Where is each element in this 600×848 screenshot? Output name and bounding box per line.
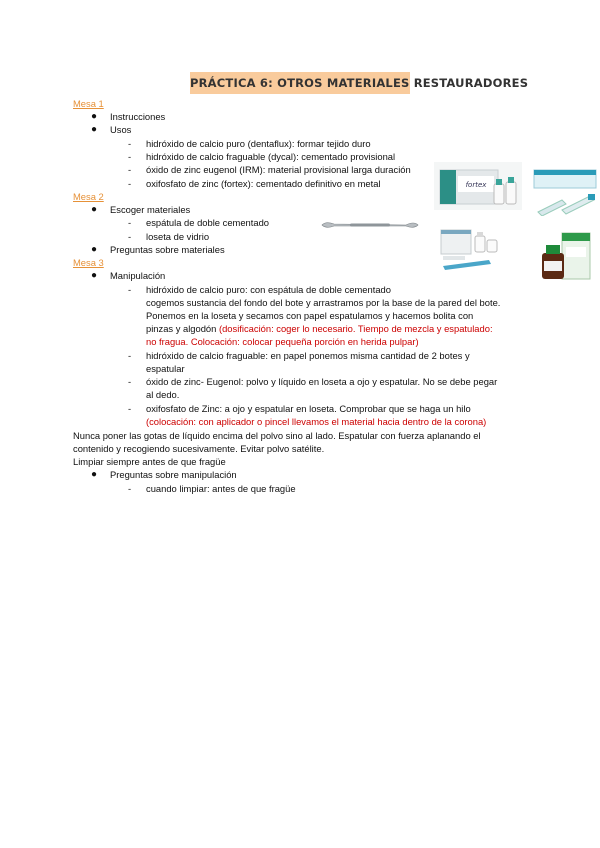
dash-icon: - — [128, 151, 132, 162]
list-item: Preguntas sobre manipulación — [110, 469, 237, 480]
list-item-text: pinzas y algodón — [146, 323, 219, 334]
bullet-icon: ● — [91, 111, 98, 122]
dash-icon: - — [128, 138, 132, 149]
list-item: oxifosfato de zinc (fortex): cementado definitivo en metal — [146, 178, 381, 189]
list-item: espátula de doble cementado — [146, 217, 270, 228]
green-product-image — [538, 231, 594, 281]
dash-icon: - — [128, 217, 132, 228]
list-item: óxido de zinc- Eugenol: polvo y líquido en loseta a ojo y espatular. No se debe pegar — [146, 376, 498, 387]
list-item: cogemos sustancia del fondo del bote y arrastramos por la base de la pared del bote. — [146, 297, 501, 308]
dash-icon: - — [128, 164, 132, 175]
dash-icon: - — [128, 376, 132, 387]
list-item: hidróxido de calcio puro (dentaflux): formar tejido duro — [146, 138, 371, 149]
red-note: no fragua. Colocación: colocar pequeña porción en herida pulpar) — [146, 336, 419, 347]
dash-icon: - — [128, 483, 132, 494]
list-item: Usos — [110, 124, 132, 135]
cement-kit-image — [437, 224, 503, 274]
dash-icon: - — [128, 284, 132, 295]
list-item: Escoger materiales — [110, 204, 191, 215]
tubes-product-image — [532, 166, 598, 216]
list-item: oxifosfato de Zinc: a ojo y espatular en loseta. Comprobar que se haga un hilo — [146, 403, 471, 414]
list-item: hidróxido de calcio fraguable: en papel ponemos misma cantidad de 2 botes y — [146, 350, 470, 361]
note-text: Nunca poner las gotas de líquido encima del polvo sino al lado. Espatular con fuerza aplanando el — [73, 430, 481, 441]
red-note: (dosificación: coger lo necesario. Tiempo de mezcla y espatulado: — [218, 323, 493, 334]
red-note: (colocación: con aplicador o pincel llevamos el material hacia dentro de la corona) — [146, 416, 487, 427]
note-text: contenido y recogiendo sucesivamente. Evitar polvo satélite. — [73, 443, 325, 454]
list-item: espatular — [146, 363, 185, 374]
bullet-icon: ● — [91, 244, 98, 255]
page-title: PRÁCTICA 6: OTROS MATERIALES RESTAURADORES — [190, 72, 410, 94]
bullet-icon: ● — [91, 204, 98, 215]
fortex-label: fortex — [465, 181, 487, 189]
note-text: Limpiar siempre antes de que fragüe — [73, 456, 226, 467]
list-item: hidróxido de calcio fraguable (dycal): cementado provisional — [146, 151, 396, 162]
list-item: Preguntas sobre materiales — [110, 244, 225, 255]
list-item: óxido de zinc eugenol (IRM): material provisional larga duración — [146, 164, 411, 175]
fortex-product-image — [434, 162, 522, 210]
dash-icon: - — [128, 350, 132, 361]
list-item: loseta de vidrio — [146, 231, 210, 242]
dash-icon: - — [128, 178, 132, 189]
mesa-1-heading[interactable]: Mesa 1 — [73, 98, 104, 109]
bullet-icon: ● — [91, 469, 98, 480]
mesa-3-heading[interactable]: Mesa 3 — [73, 257, 104, 268]
bullet-icon: ● — [91, 270, 98, 281]
mesa-2-heading[interactable]: Mesa 2 — [73, 191, 104, 202]
dash-icon: - — [128, 231, 132, 242]
list-item: Instrucciones — [110, 111, 166, 122]
list-item: Manipulación — [110, 270, 166, 281]
list-item: cuando limpiar: antes de que fragüe — [146, 483, 296, 494]
dash-icon: - — [128, 403, 132, 414]
list-item: al dedo. — [146, 389, 180, 400]
list-item: hidróxido de calcio puro: con espátula de doble cementado — [146, 284, 391, 295]
list-item — [146, 322, 493, 335]
bullet-icon: ● — [91, 124, 98, 135]
spatula-image — [320, 218, 420, 232]
list-item: Ponemos en la loseta y secamos con papel espatulamos y hacemos bolita con — [146, 310, 474, 321]
